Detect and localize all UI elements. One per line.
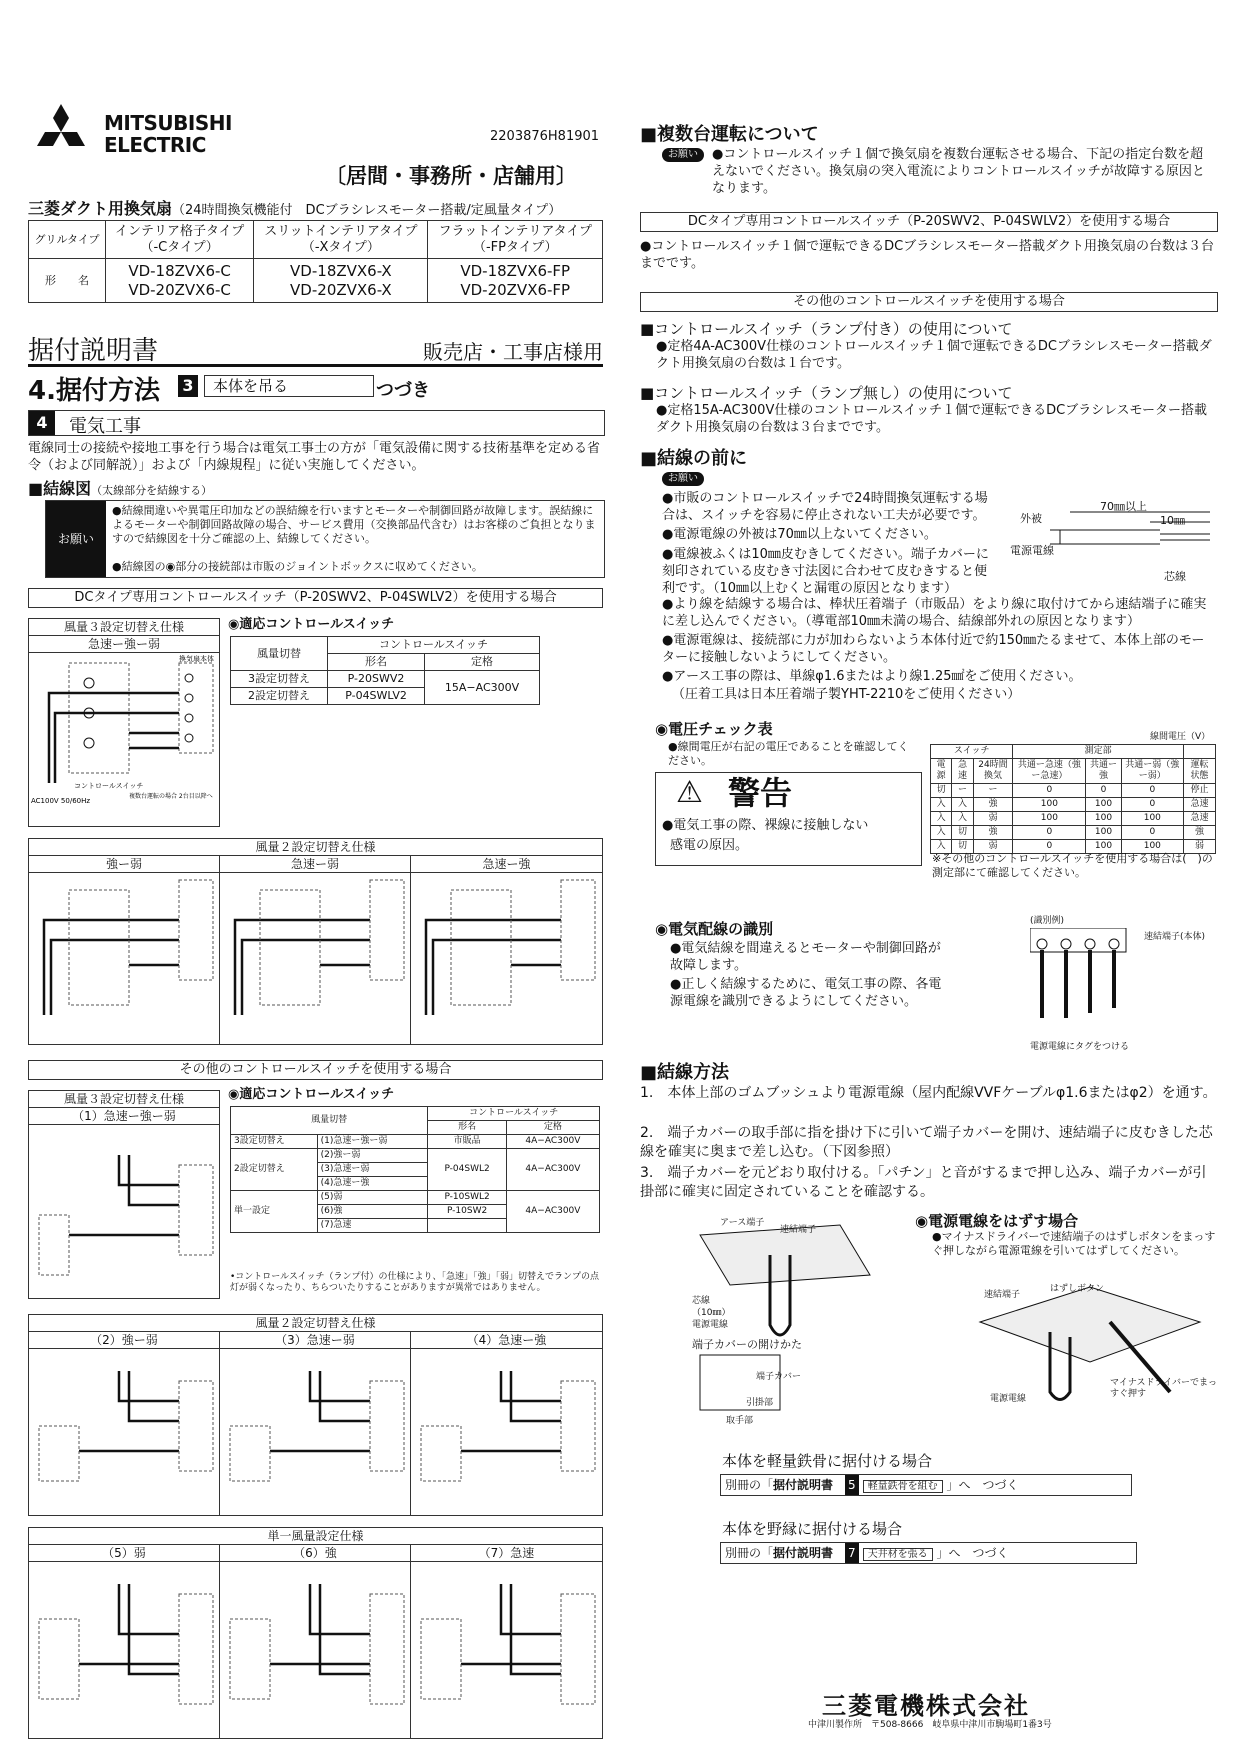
ident-tag: 電源電線にタグをつける xyxy=(1030,1042,1130,1052)
multi-badge: お願い xyxy=(662,148,704,162)
wiring-diagrams-2a xyxy=(29,875,602,1040)
panel-2speed-dc-title: 風量２設定切替え仕様 xyxy=(29,839,602,856)
panel-2a-sub-3: 急速ー強 xyxy=(411,856,602,873)
panel-3speed-other xyxy=(28,1090,220,1299)
chapter-cont: つづき xyxy=(376,380,430,401)
voltage-table: スイッチ 測定部 電源 急速 24時間換気 共通ー急速（強ー急速） 共通ー強 共通ー弱（強ー弱） 運転状態 切 ー ー 0 0 0 停止 入 入 強 100 100 0 急速 入 入 弱 100 100 100 急速 入 切 強 0 100 0 強 入 切 弱 0 100 100 弱 xyxy=(930,744,1216,854)
panel-2b-sub-3: （4）急速ー強 xyxy=(411,1332,602,1349)
strip-core: 芯線 xyxy=(1164,570,1186,583)
wiring-heading-row: ■結線図（太線部分を結線する） xyxy=(28,479,213,498)
panel-2b-sub-2: （3）急速ー弱 xyxy=(220,1332,410,1349)
panel-2a-sub-1: 強ー弱 xyxy=(29,856,220,873)
panel-2speed-dc xyxy=(28,838,603,1045)
chapter-title: 4.据付方法 xyxy=(28,376,160,406)
mitsubishi-logo-icon xyxy=(28,102,94,162)
brand-line2: ELECTRIC xyxy=(104,133,206,157)
warning-icon: ⚠ xyxy=(676,775,703,810)
remove-heading: ◉電源電線をはずす場合 xyxy=(915,1212,1079,1230)
strip-l2: 10㎜ xyxy=(1160,514,1185,527)
brand-line1: MITSUBISHI xyxy=(104,111,232,135)
wiring-notice xyxy=(45,500,605,578)
product-detail: （24時間換気機能付 DCブラシレスモーター搭載/定風量タイプ） xyxy=(172,203,562,218)
warning-box xyxy=(655,772,922,866)
product-main: 三菱ダクト用換気扇 xyxy=(28,199,173,218)
warning-text-1: ●電気工事の際、裸線に接触しない xyxy=(662,818,869,833)
before-2: ●電源電線の外被は70㎜以上ないてください。 xyxy=(662,527,937,542)
switch-table2: 風量切替 コントロールスイッチ 形名 定格 3設定切替え (1)急速ー強ー弱 市販品 4A−AC300V 2設定切替え (2)強ー弱 P-04SWL2 4A−AC300V (3)急速ー弱 (4)急速ー強 単一設定 (5)弱 P-10SWL2 4A−AC300V (6)強 P-10SW2 (7)急速 xyxy=(230,1106,600,1233)
wood-step: 天井材を張る xyxy=(863,1548,933,1561)
vtable-note: ※その他のコントロールスイッチを使用する場合は( )の測定部にて確認してください。 xyxy=(932,852,1213,879)
fig1-wire: 電源電線 xyxy=(692,1320,729,1330)
section4-no: 4 xyxy=(29,411,55,435)
wood-bold: 据付説明書 xyxy=(773,1546,834,1560)
panel-3speed-other-sub: （1）急速ー強ー弱 xyxy=(29,1108,219,1125)
switch-table2-heading: ◉適応コントロールスイッチ xyxy=(228,1087,395,1102)
company-name: 三菱電機株式会社 xyxy=(822,1692,1030,1720)
vtable-unit: 線間電圧（V） xyxy=(1150,732,1211,742)
light-bold: 据付説明書 xyxy=(773,1478,834,1492)
lamp-heading: ■コントロールスイッチ（ランプ付き）の使用について xyxy=(640,320,1013,338)
vcheck-text: ●線間電圧が右記の電圧であることを確認してください。 xyxy=(668,740,909,767)
audience: 販売店・工事店様用 xyxy=(423,340,603,364)
before-heading: ■結線の前に xyxy=(640,448,748,469)
wood-no: 7 xyxy=(845,1543,859,1563)
light-heading: 本体を軽量鉄骨に据付ける場合 xyxy=(722,1452,933,1470)
fig2-terminal: 速結端子 xyxy=(984,1290,1021,1300)
wood-post: 」へ つづく xyxy=(936,1546,1009,1560)
panel-3speed-dc-title: 風量３設定切替え仕様 xyxy=(29,619,219,636)
wood-link-box[interactable] xyxy=(720,1542,1137,1564)
notice-text-2: ●結線図の◉部分の接続部は市販のジョイントボックスに収めてください。 xyxy=(112,560,483,573)
nolamp-heading: ■コントロールスイッチ（ランプ無し）の使用について xyxy=(640,384,1013,402)
brand-logo xyxy=(28,102,258,162)
fig1-core: 芯線 xyxy=(692,1296,711,1306)
svg-text:コントロールスイッチ: コントロールスイッチ xyxy=(74,782,144,790)
light-no: 5 xyxy=(845,1475,859,1495)
panel-3speed-other-title: 風量３設定切替え仕様 xyxy=(29,1091,219,1108)
model-col-c: インテリア格子タイプ （-Cタイプ） xyxy=(106,221,254,259)
switch-table2-note: •コントロールスイッチ（ランプ付）の仕様により、「急速」「強」「弱」切替えでランプの点灯が弱くなったり、ちらついたりすることがありますが異常ではありません。 xyxy=(230,1272,600,1293)
light-pre: 別冊の「 xyxy=(725,1478,774,1492)
right-dc-text: ●コントロールスイッチ１個で運転できるDCブラシレスモーター搭載ダクト用換気扇の台数は３台までです。 xyxy=(640,239,1215,271)
svg-text:AC100V 50/60Hz: AC100V 50/60Hz xyxy=(31,797,91,805)
before-5: ●電源電線は、接続部に力が加わらないよう本体付近で約150㎜たるませて、本体上部のモーターに接触しないようにしてください。 xyxy=(662,633,1205,665)
multi-heading: ■複数台運転について xyxy=(640,124,819,145)
fig1-hook: 引掛部 xyxy=(746,1398,774,1408)
before-6: ●アース工事の際は、単線φ1.6またはより線1.25㎟をご使用ください。 xyxy=(662,669,1082,684)
ident-diagram xyxy=(1030,928,1140,1038)
fig1-cover: 端子カバー xyxy=(756,1372,802,1382)
notice-text-1: ●結線間違いや異電圧印加などの誤結線を行いますとモーターや制御回路が故障します。誤結線によるモーターや制御回路故障の場合、サービス費用（交換部品代含む）はお客様のご負担となりますので結線図を十分ご確認の上、結線してください。 xyxy=(112,504,596,545)
panel-single-title: 単一風量設定仕様 xyxy=(29,1528,602,1545)
model-name-label: 形 名 xyxy=(29,259,106,303)
multi-text: ●コントロールスイッチ１個で換気扇を複数台運転させる場合、下記の指定台数を超えないでください。換気扇の突入電流によりコントロールスイッチが故障する原因となります。 xyxy=(712,147,1205,196)
wood-heading: 本体を野縁に据付ける場合 xyxy=(722,1520,903,1538)
fig2-driver: マイナスドライバーでまっすぐ押す xyxy=(1110,1378,1218,1399)
chapter-step-no: 3 xyxy=(178,375,198,397)
model-table xyxy=(28,220,603,303)
method-1: 1. 本体上部のゴムブッシュより電源電線（屋内配線VVFケーブルφ1.6またはφ2）を通す。 xyxy=(640,1085,1217,1101)
wiring-diagrams-2b xyxy=(29,1351,602,1511)
vcheck-heading: ◉電圧チェック表 xyxy=(655,720,773,738)
light-post: 」へ つづく xyxy=(946,1478,1019,1492)
lamp-text: ●定格4A-AC300V仕様のコントロールスイッチ１個で運転できるDCブラシレスモーター搭載ダクト用換気扇の台数は１台です。 xyxy=(656,339,1212,371)
company-address: 中津川製作所 〒508-8666 岐阜県中津川市駒場町1番3号 xyxy=(808,1720,1052,1730)
fig1-terminal: 速結端子 xyxy=(780,1225,817,1235)
fig1-handle: 取手部 xyxy=(726,1416,754,1426)
panel-2speed-other-title: 風量２設定切替え仕様 xyxy=(29,1315,602,1332)
other-switch-bar: その他のコントロールスイッチを使用する場合 xyxy=(28,1060,603,1080)
ident-heading: ◉電気配線の識別 xyxy=(655,920,774,938)
section4-intro: 電線同士の接続や接地工事を行う場合は電気工事士の方が「電気設備に関する技術基準を定める省令（および同解説）」および「内線規程」に従い実施してください。 xyxy=(28,441,601,473)
fig1-len: （10㎜） xyxy=(692,1308,731,1318)
model-names-fp: VD-18ZVX6-FP VD-20ZVX6-FP xyxy=(428,259,603,303)
panel-1-sub-1: （5）弱 xyxy=(29,1545,219,1562)
switch-table1: 風量切替 コントロールスイッチ 形名 定格 3設定切替え P-20SWV2 15A−AC300V 2設定切替え P-04SWLV2 xyxy=(230,636,540,705)
strip-wire: 電源電線 xyxy=(1010,544,1054,557)
ident-2: ●正しく結線するために、電気工事の際、各電源電線を識別できるようにしてください。 xyxy=(670,977,942,1009)
chapter-step: 本体を吊る xyxy=(204,375,374,397)
panel-1-sub-3: （7）急速 xyxy=(411,1545,602,1562)
remove-text: ●マイナスドライバーで速結端子のはずしボタンをまっすぐ押しながら電源電線を引いてはずしてください。 xyxy=(932,1230,1216,1257)
grill-type-label: グリルタイプ xyxy=(29,221,106,259)
strip-outer: 外被 xyxy=(1020,512,1042,525)
before-3: ●電線被ふくは10㎜皮むきしてください。端子カバーに刻印されている皮むき寸法図に合わせて皮むきすると便利です。（10㎜以上むくと漏電の原因となります） xyxy=(662,547,989,596)
ident-terminal: 速結端子(本体) xyxy=(1144,932,1206,942)
method-3: 3. 端子カバーを元どおり取付ける。「パチン」と音がするまで押し込み、端子カバーが引掛部に確実に固定されていることを確認する。 xyxy=(640,1165,1207,1200)
doc-number: 2203876H81901 xyxy=(490,129,600,144)
usage-title: 〔居間・事務所・店舗用〕 xyxy=(325,164,577,188)
product-line xyxy=(28,196,603,219)
panel-2speed-other xyxy=(28,1314,603,1516)
svg-text:複数台運転の場合 2台目以降へ: 複数台運転の場合 2台目以降へ xyxy=(129,793,213,800)
manual-title: 据付説明書 xyxy=(28,336,159,366)
ident-1: ●電気結線を間違えるとモーターや制御回路が故障します。 xyxy=(670,941,941,973)
fig2-button: はずしボタン xyxy=(1050,1284,1105,1294)
wiring-diagram xyxy=(29,653,217,825)
notice-label: お願い xyxy=(46,501,106,577)
manual-title-row xyxy=(28,330,603,367)
section4-title: 電気工事 xyxy=(69,416,141,437)
light-link-box[interactable] xyxy=(720,1474,1132,1496)
model-names-c: VD-18ZVX6-C VD-20ZVX6-C xyxy=(106,259,254,303)
light-step: 軽量鉄骨を組む xyxy=(863,1480,943,1493)
wiring-diagram-3b xyxy=(29,1125,217,1297)
model-col-x: スリットインテリアタイプ （-Xタイプ） xyxy=(254,221,428,259)
panel-1-sub-2: （6）強 xyxy=(220,1545,410,1562)
nolamp-text: ●定格15A-AC300V仕様のコントロールスイッチ１個で運転できるDCブラシレスモーター搭載ダクト用換気扇の台数は３台までです。 xyxy=(656,403,1208,435)
panel-3speed-dc xyxy=(28,618,220,827)
right-other-bar: その他のコントロールスイッチを使用する場合 xyxy=(640,292,1218,312)
warning-title: 警告 xyxy=(728,774,793,812)
strip-l1: 70㎜以上 xyxy=(1100,500,1147,513)
before-1: ●市販のコントロールスイッチで24時間換気運転する場合は、スイッチを容易に停止されない工夫が必要です。 xyxy=(662,491,988,523)
switch-table1-heading: ◉適応コントロールスイッチ xyxy=(228,617,395,632)
ident-example: (識別例) xyxy=(1030,916,1065,926)
diag-body-label: 換気扇本体 xyxy=(179,655,214,663)
chapter-heading xyxy=(28,370,603,404)
method-heading: ■結線方法 xyxy=(640,1062,730,1083)
wood-pre: 別冊の「 xyxy=(725,1546,774,1560)
right-dc-bar: DCタイプ専用コントロールスイッチ（P-20SWV2、P-04SWLV2）を使用する場合 xyxy=(640,212,1218,232)
fig2-wire: 電源電線 xyxy=(990,1394,1027,1404)
model-names-x: VD-18ZVX6-X VD-20ZVX6-X xyxy=(254,259,428,303)
model-col-fp: フラットインテリアタイプ （-FPタイプ） xyxy=(428,221,603,259)
warning-text-2: 感電の原因。 xyxy=(670,838,749,853)
fig1-earth: アース端子 xyxy=(720,1218,765,1228)
method-2: 2. 端子カバーの取手部に指を掛け下に引いて端子カバーを開け、速結端子に皮むきした芯線を確実に奥まで差し込む。（下図参照） xyxy=(640,1125,1213,1160)
panel-2a-sub-2: 急速ー弱 xyxy=(220,856,411,873)
panel-single-speed xyxy=(28,1527,603,1739)
before-badge: お願い xyxy=(662,472,704,486)
wiring-diagrams-1 xyxy=(29,1564,602,1734)
before-4: ●より線を結線する場合は、棒状圧着端子（市販品）をより線に取付けてから速結端子に確実に差し込んでください。（導電部10㎜未満の場合、結線部外れの原因となります） xyxy=(662,597,1207,629)
panel-3speed-dc-sub: 急速ー強ー弱 xyxy=(29,636,219,653)
dc-switch-bar: DCタイプ専用コントロールスイッチ（P-20SWV2、P-04SWLV2）を使用する場合 xyxy=(28,588,603,608)
fig1-open: 端子カバーの開けかた xyxy=(692,1338,802,1351)
before-7: （圧着工具は日本圧着端子製YHT-2210をご使用ください） xyxy=(672,687,1021,702)
panel-2b-sub-1: （2）強ー弱 xyxy=(29,1332,219,1349)
section4-heading xyxy=(28,410,605,436)
